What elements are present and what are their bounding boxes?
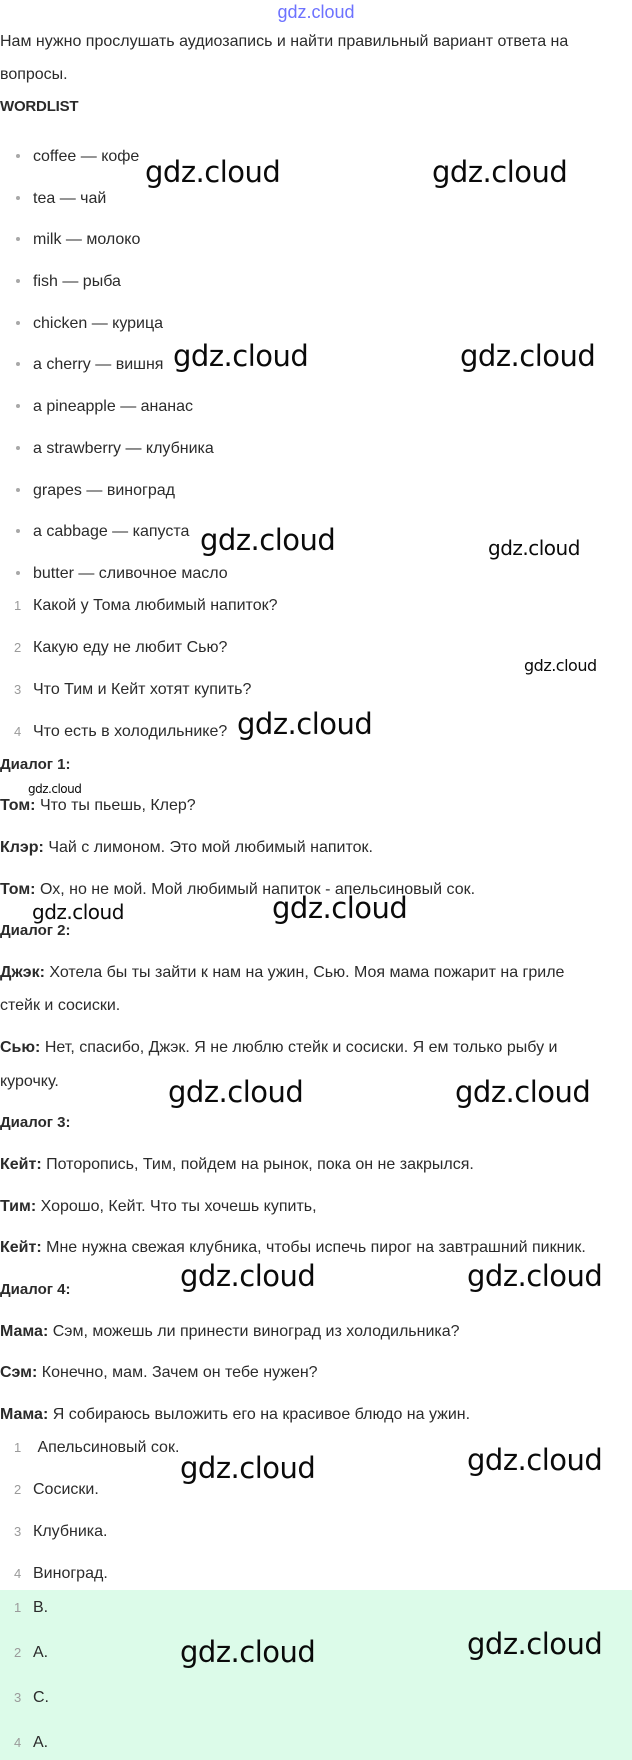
intro-line-2: вопросы.	[0, 66, 68, 83]
bullet-icon	[16, 529, 20, 533]
dialog-label: Диалог 3:	[0, 1114, 71, 1131]
watermark: gdz.cloud	[237, 707, 373, 741]
watermark: gdz.cloud	[32, 900, 124, 924]
bullet-icon	[16, 571, 20, 575]
bullet-icon	[16, 488, 20, 492]
question-item: 2 Какую еду не любит Сью?	[14, 639, 228, 656]
bullet-icon	[16, 321, 20, 325]
question-item: 4 Что есть в холодильнике?	[14, 723, 228, 740]
list-item: fish — рыба	[16, 272, 121, 292]
list-item: butter — сливочное масло	[16, 564, 228, 584]
watermark: gdz.cloud	[180, 1635, 316, 1669]
bullet-icon	[16, 362, 20, 366]
answer-item: 4 Виноград.	[14, 1565, 108, 1582]
question-item: 3 Что Тим и Кейт хотят купить?	[14, 681, 252, 698]
dialog-line: Мама: Я собираюсь выложить его на красивое блюдо на ужин.	[0, 1406, 471, 1423]
dialog-line: Том: Ох, но не мой. Мой любимый напиток - апельсиновый сок.	[0, 881, 476, 898]
dialog-line: Сэм: Конечно, мам. Зачем он тебе нужен?	[0, 1364, 318, 1381]
watermark: gdz.cloud	[467, 1259, 603, 1293]
dialog-line-continued: стейк и сосиски.	[0, 997, 121, 1014]
watermark: gdz.cloud	[455, 1075, 591, 1109]
letter-answer-item: 2 A.	[14, 1644, 49, 1661]
dialog-line: Том: Что ты пьешь, Клер?	[0, 797, 196, 814]
watermark: gdz.cloud	[467, 1443, 603, 1477]
dialog-label: Диалог 2:	[0, 922, 71, 939]
dialog-line: Клэр: Чай с лимоном. Это мой любимый напиток.	[0, 839, 373, 856]
answer-item: 3 Клубника.	[14, 1523, 108, 1540]
question-item: 1 Какой у Тома любимый напиток?	[14, 597, 278, 614]
dialog-label: Диалог 4:	[0, 1281, 71, 1298]
bullet-icon	[16, 154, 20, 158]
intro-line-1: Нам нужно прослушать аудиозапись и найти правильный вариант ответа на	[0, 33, 569, 50]
list-item: a strawberry — клубника	[16, 439, 214, 459]
bullet-icon	[16, 404, 20, 408]
list-item: grapes — виноград	[16, 481, 175, 501]
dialog-line: Кейт: Поторопись, Тим, пойдем на рынок, пока он не закрылся.	[0, 1156, 474, 1173]
watermark: gdz.cloud	[145, 155, 281, 189]
dialog-line: Мама: Сэм, можешь ли принести виноград из холодильника?	[0, 1323, 460, 1340]
watermark: gdz.cloud	[200, 523, 336, 557]
list-item: milk — молоко	[16, 230, 140, 250]
watermark: gdz.cloud	[180, 1451, 316, 1485]
watermark: gdz.cloud	[28, 782, 82, 796]
letter-answer-item: 1 B.	[14, 1599, 49, 1616]
bullet-icon	[16, 196, 20, 200]
watermark: gdz.cloud	[467, 1627, 603, 1661]
list-item: tea — чай	[16, 189, 106, 209]
dialog-line: Сью: Нет, спасибо, Джэк. Я не люблю стейк и сосиски. Я ем только рыбу и	[0, 1039, 558, 1056]
list-item: coffee — кофе	[16, 147, 139, 167]
list-item: chicken — курица	[16, 314, 163, 334]
watermark: gdz.cloud	[173, 339, 309, 373]
answers-panel	[0, 1590, 632, 1760]
dialog-line: Джэк: Хотела бы ты зайти к нам на ужин, Сью. Моя мама пожарит на гриле	[0, 964, 565, 981]
watermark: gdz.cloud	[168, 1075, 304, 1109]
dialog-line: Тим: Хорошо, Кейт. Что ты хочешь купить,	[0, 1198, 317, 1215]
dialog-line-continued: курочку.	[0, 1073, 59, 1090]
watermark: gdz.cloud	[272, 891, 408, 925]
watermark: gdz.cloud	[488, 536, 580, 560]
dialog-line: Кейт: Мне нужна свежая клубника, чтобы испечь пирог на завтрашний пикник.	[0, 1239, 586, 1256]
answer-item: 1 Апельсиновый сок.	[14, 1439, 180, 1456]
dialog-label: Диалог 1:	[0, 756, 71, 773]
watermark: gdz.cloud	[460, 339, 596, 373]
bullet-icon	[16, 279, 20, 283]
watermark: gdz.cloud	[432, 155, 568, 189]
list-item: a pineapple — ананас	[16, 397, 193, 417]
watermark: gdz.cloud	[524, 656, 597, 675]
answer-item: 2 Сосиски.	[14, 1481, 99, 1498]
bullet-icon	[16, 237, 20, 241]
watermark: gdz.cloud	[180, 1259, 316, 1293]
letter-answer-item: 3 C.	[14, 1689, 49, 1706]
letter-answer-item: 4 A.	[14, 1734, 49, 1751]
list-item: a cabbage — капуста	[16, 522, 189, 542]
wordlist-heading: WORDLIST	[0, 98, 79, 115]
bullet-icon	[16, 446, 20, 450]
site-logo: gdz.cloud	[277, 2, 355, 22]
list-item: a cherry — вишня	[16, 355, 163, 375]
